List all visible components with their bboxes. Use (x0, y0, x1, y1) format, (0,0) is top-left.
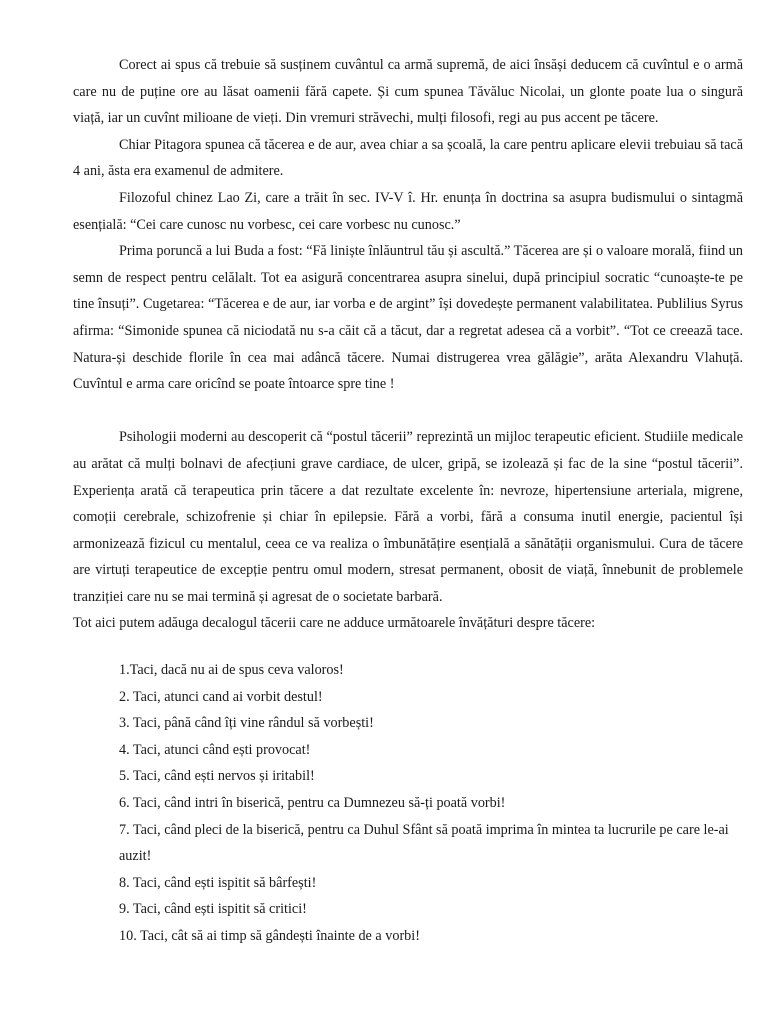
paragraph: Psihologii moderni au descoperit că “postul tăcerii” reprezintă un mijloc terapeutic eficient. Studiile medicale au arătat că mulți bolnavi de afecțiuni grave cardiace, de ulcer, gripă, se izolează și fac de la sine “postul tăcerii”. Experiența arată că terapeutica prin tăcere a dat rezultate excelente în: nevroze, hipertensiune arteriala, migrene, comoții cerebrale, schizofrenie și chiar în epilepsie. Fără a vorbi, fără a consuma inutil energie, pacientul își armonizează fizicul cu mentalul, ceea ce va realiza o îmbunătățire esențială a sănătății organismului. Cura de tăcere are virtuți terapeutice de excepție pentru omul modern, stresat permanent, obosit de viață, înnebunit de problemele tranziției care nu se mai termină și agresat de o societate barbară. (73, 429, 743, 605)
list-item: 3. Taci, până când îți vine rândul să vorbești! (119, 715, 374, 732)
list-item: 8. Taci, când ești ispitit să bârfești! (119, 874, 317, 891)
list-item: 5. Taci, când ești nervos și iritabil! (119, 768, 315, 785)
list-item: 7. Taci, când pleci de la biserică, pentru ca Duhul Sfânt să poată imprima în mintea ta lucrurile pe care le-ai auzit! (119, 821, 729, 865)
paragraph: Chiar Pitagora spunea că tăcerea e de aur, avea chiar a sa școală, la care pentru aplicare elevii trebuiau să tacă 4 ani, ăsta era examenul de admitere. (73, 136, 743, 180)
blank-line (73, 637, 743, 657)
list-item: 2. Taci, atunci cand ai vorbit destul! (119, 688, 323, 705)
paragraph: Corect ai spus că trebuie să susținem cuvântul ca armă supremă, de aici însăși deducem că cuvîntul e o armă care nu de puține ore au lăsat oamenii fără capete. Și cum spunea Tăvăluc Nicolai, un glonte poate lua o singură viață, iar un cuvînt milioane de vieți. Din vremuri străvechi, mulți filosofi, regi au pus accent pe tăcere. (73, 57, 743, 127)
list-item: 4. Taci, atunci când ești provocat! (119, 741, 311, 758)
list-item: 1.Taci, dacă nu ai de spus ceva valoros! (119, 662, 344, 679)
document-body (73, 52, 743, 950)
list-item: 6. Taci, când intri în biserică, pentru ca Dumnezeu să-ți poată vorbi! (119, 795, 506, 812)
list-item: 9. Taci, când ești ispitit să critici! (119, 901, 307, 918)
paragraph: Filozoful chinez Lao Zi, care a trăit în sec. IV-V î. Hr. enunța în doctrina sa asupra budismului o sintagmă esențială: “Cei care cunosc nu vorbesc, cei care vorbesc nu cunosc.” (73, 189, 743, 233)
decalog-intro: Tot aici putem adăuga decalogul tăcerii care ne adduce următoarele învățături despre tăcere: (73, 615, 596, 632)
list-item: 10. Taci, cât să ai timp să gândești înainte de a vorbi! (119, 928, 420, 944)
blank-line (73, 398, 743, 425)
decalog-list (73, 657, 743, 950)
paragraph: Prima poruncă a lui Buda a fost: “Fă liniște înlăuntrul tău și ascultă.” Tăcerea are și o valoare morală, fiind un semn de respect pentru celălalt. Tot ea asigură concentrarea asupra sinelui, după principiul socratic “cunoaște-te pe tine însuți”. Cugetarea: “Tăcerea e de aur, iar vorba e de argint” își dovedește permanent valabilitatea. Publilius Syrus afirma: “Simonide spunea că niciodată nu s-a căit că a tăcut, dar a regretat adesea că a vorbit”. “Tot ce creează tace. Natura-și deschide florile în cea mai adâncă tăcere. Numai distrugerea vrea gălăgie”, arăta Alexandru Vlahuță. Cuvîntul e arma care oricînd se poate întoarce spre tine ! (73, 243, 743, 393)
